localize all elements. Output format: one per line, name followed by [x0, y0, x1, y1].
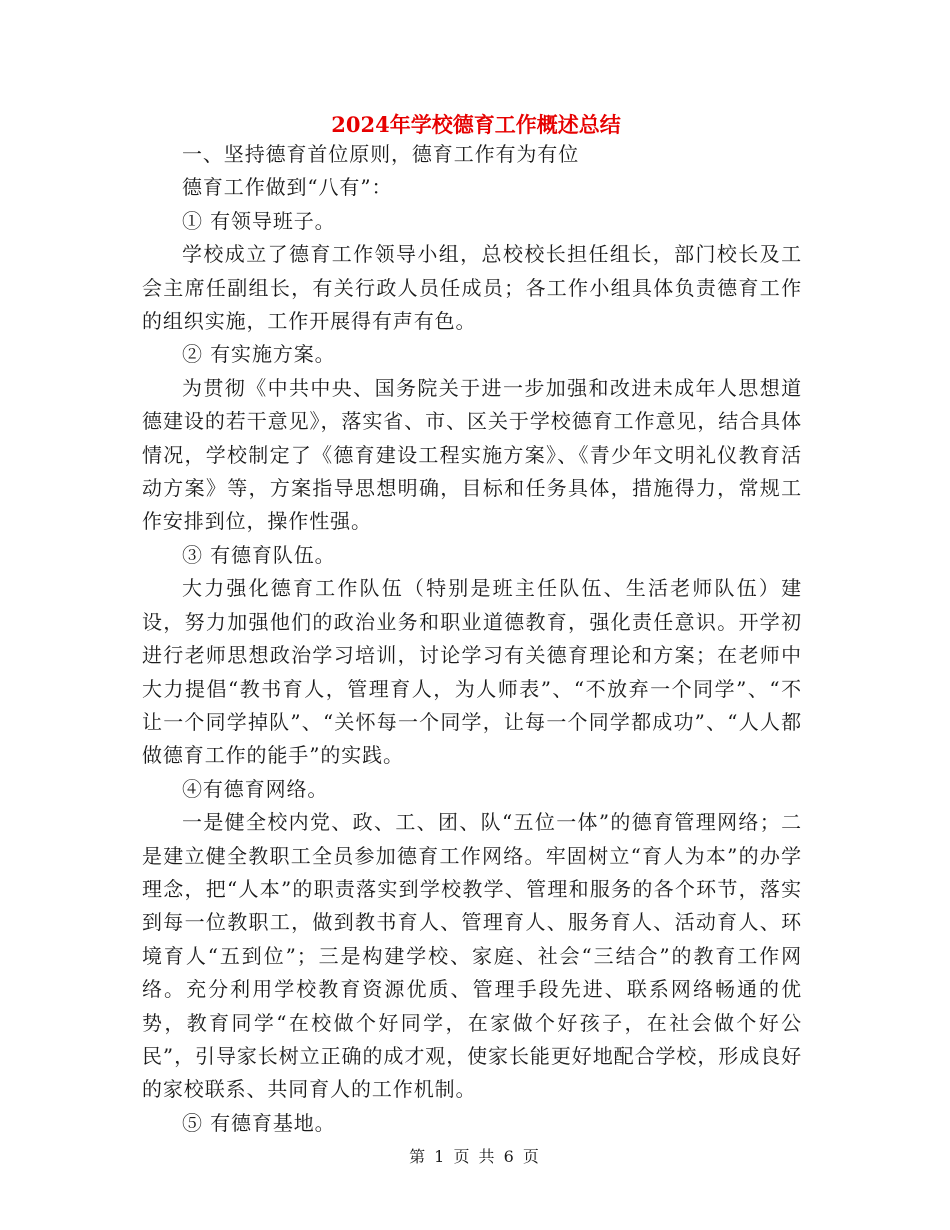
document-title: 2024年学校德育工作概述总结: [331, 112, 621, 137]
paragraph-team: 大力强化德育工作队伍（特别是班主任队伍、生活老师队伍）建设，努力加强他们的政治业务和职业道德教育，强化责任意识。开学初进行老师思想政治学习培训，讨论学习有关德育理论和方案；在老师中大力提倡“教书育人，管理育人，为人师表”、“不放弃一个同学”、“不让一个同学掉队”、“关怀每一个同学，让每一个同学都成功”、“人人都做德育工作的能手”的实践。: [142, 576, 802, 768]
item-heading-team: ③ 有德育队伍。: [182, 542, 336, 567]
item-heading-network: ④有德育网络。: [182, 776, 329, 801]
paragraph-leadership: 学校成立了德育工作领导小组，总校校长担任组长，部门校长及工会主席任副组长，有关行政人员任成员；各工作小组具体负责德育工作的组织实施，工作开展得有声有色。: [142, 242, 802, 334]
item-heading-plan: ② 有实施方案。: [182, 342, 336, 367]
item-heading-base: ⑤ 有德育基地。: [182, 1110, 336, 1135]
item-heading-leadership: ① 有领导班子。: [182, 208, 336, 233]
paragraph-eight-haves: 德育工作做到“八有”：: [182, 175, 393, 200]
page-number-footer: 第 1 页 共 6 页: [409, 1147, 541, 1166]
document-page: [142, 110, 802, 1140]
paragraph-plan: 为贯彻《中共中央、国务院关于进一步加强和改进未成年人思想道德建设的若干意见》，落实省、市、区关于学校德育工作意见，结合具体情况，学校制定了《德育建设工程实施方案》、《青少年文明礼仪教育活动方案》等，方案指导思想明确，目标和任务具体，措施得力，常规工作安排到位，操作性强。: [142, 375, 802, 534]
section-heading-principle: 一、坚持德育首位原则，德育工作有为有位: [182, 142, 580, 166]
paragraph-network: 一是健全校内党、政、工、团、队“五位一体”的德育管理网络；二是建立健全教职工全员参加德育工作网络。牢固树立“育人为本”的办学理念，把“人本”的职责落实到学校教学、管理和服务的各个环节，落实到每一位教职工，做到教书育人、管理育人、服务育人、活动育人、环境育人“五到位”；三是构建学校、家庭、社会“三结合”的教育工作网络。充分利用学校教育资源优质、管理手段先进、联系网络畅通的优势，教育同学“在校做个好同学，在家做个好孩子，在社会做个好公民”，引导家长树立正确的成才观，使家长能更好地配合学校，形成良好的家校联系、共同育人的工作机制。: [142, 810, 802, 1102]
